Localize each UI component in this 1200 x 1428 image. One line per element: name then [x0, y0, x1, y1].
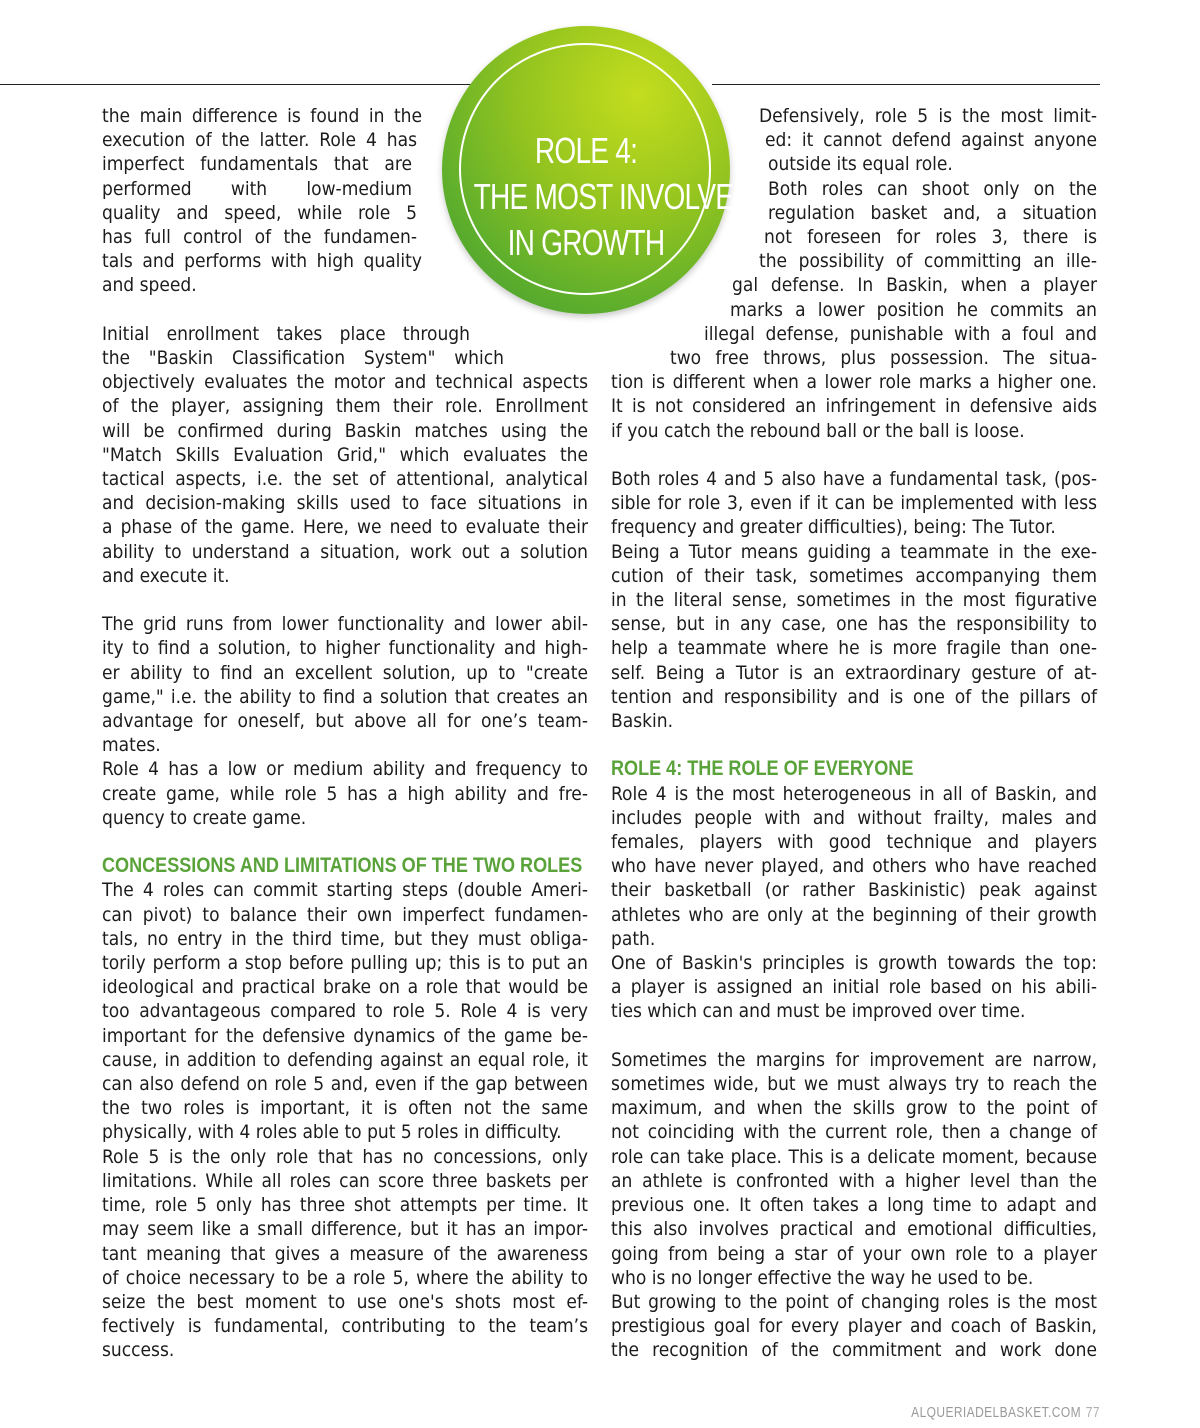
text-line: may seem like a small difference, but it has an impor-: [102, 1218, 588, 1241]
text-line: execution of the latter. Role 4 has: [102, 129, 417, 152]
text-line: role can take place. This is a delicate moment, because: [611, 1145, 1097, 1168]
paragraph-gap: [611, 733, 1097, 757]
text-line: seize the best moment to use one's shots most ef-: [102, 1290, 588, 1313]
text-line: success.: [102, 1339, 175, 1362]
text-line: previous one. It often takes a long time to adapt and: [611, 1194, 1097, 1217]
text-line: The grid runs from lower functionality and lower abil-: [102, 613, 588, 636]
text-line: It is not considered an infringement in defensive aids: [611, 395, 1097, 418]
text-line: ability to understand a situation, work out a solution: [102, 540, 588, 563]
text-line: But growing to the point of changing roles is the most: [611, 1290, 1097, 1313]
text-line: important for the defensive dynamics of the game be-: [102, 1024, 588, 1047]
top-rule-right: [712, 84, 1100, 85]
text-line: physically, with 4 roles able to put 5 roles in difficulty.: [102, 1121, 562, 1144]
text-line: performed with low-medium: [102, 177, 412, 200]
text-line: ideological and practical brake on a role that would be: [102, 976, 588, 999]
text-line: not foreseen for roles 3, there is: [764, 226, 1097, 249]
section-heading: ROLE 4: THE ROLE OF EVERYONE: [611, 757, 914, 781]
text-line: Both roles 4 and 5 also have a fundamental task, (pos-: [611, 468, 1097, 491]
text-line: the two roles is important, it is often not the same: [102, 1097, 588, 1120]
text-line: an athlete is confronted with a higher level than the: [611, 1169, 1097, 1192]
badge-line: THE MOST INVOLVED: [473, 176, 753, 217]
text-line: females, players with good technique and players: [611, 831, 1097, 854]
text-line: who is no longer effective the way he used to be.: [611, 1266, 1034, 1289]
text-line: Role 4 has a low or medium ability and frequency to: [102, 758, 588, 781]
text-line: cution of their task, sometimes accompanying them: [611, 564, 1097, 587]
text-line: of the player, assigning them their role. Enrollment: [102, 395, 588, 418]
text-line: includes people with and without frailty, males and: [611, 806, 1097, 829]
text-line: gal defense. In Baskin, when a player: [732, 274, 1097, 297]
paragraph-gap: [611, 1024, 1097, 1048]
text-line: frequency and greater difficulties), being: The Tutor.: [611, 516, 1056, 539]
text-line: tant meaning that gives a measure of the awareness: [102, 1242, 588, 1265]
text-line: tals and performs with high quality: [102, 250, 422, 273]
text-line: tactical aspects, i.e. the set of attentional, analytical: [102, 468, 588, 491]
paragraph-gap: [102, 830, 588, 854]
text-line: and decision-making skills used to face situations in: [102, 492, 588, 515]
text-line: their basketball (or rather Baskinistic) peak against: [611, 879, 1097, 902]
text-line: in the literal sense, sometimes in the most figurative: [611, 589, 1097, 612]
text-line: ed: it cannot defend against anyone: [765, 129, 1097, 152]
text-line: the possibility of committing an ille-: [759, 250, 1097, 273]
text-line: fectively is fundamental, contributing to the team’s: [102, 1315, 588, 1338]
text-line: mates.: [102, 734, 161, 757]
text-line: not coinciding with the current role, then a change of: [611, 1121, 1097, 1144]
text-line: self. Being a Tutor is an extraordinary gesture of at-: [611, 661, 1097, 684]
text-line: can also defend on role 5 and, even if the gap between: [102, 1073, 588, 1096]
text-line: a phase of the game. Here, we need to evaluate their: [102, 516, 588, 539]
text-line: Sometimes the margins for improvement are narrow,: [611, 1048, 1097, 1071]
text-line: cause, in addition to defending against an equal role, it: [102, 1048, 588, 1071]
section-heading: CONCESSIONS AND LIMITATIONS OF THE TWO ROLES: [102, 854, 583, 878]
text-line: regulation basket and, a situation: [768, 201, 1097, 224]
text-line: ity to find a solution, to higher functionality and high-: [102, 637, 588, 660]
text-line: tention and responsibility and is one of the pillars of: [611, 685, 1097, 708]
text-line: illegal defense, punishable with a foul and: [704, 322, 1097, 345]
text-line: help a teammate where he is more fragile than one-: [611, 637, 1097, 660]
text-line: sometimes wide, but we must always try to reach the: [611, 1073, 1097, 1096]
badge-line: ROLE 4:: [534, 130, 638, 171]
text-line: has full control of the fundamen-: [102, 226, 417, 249]
paragraph-gap: [611, 443, 1097, 467]
paragraph-gap: [102, 588, 588, 612]
text-line: quency to create game.: [102, 806, 307, 829]
text-line: the main difference is found in the: [102, 105, 422, 127]
text-line: outside its equal role.: [768, 153, 953, 176]
text-line: imperfect fundamentals that are: [102, 153, 412, 176]
text-line: going from being a star of your own role to a player: [611, 1242, 1097, 1265]
text-line: tion is different when a lower role marks a higher one.: [611, 371, 1097, 394]
text-line: advantage for oneself, but above all for one’s team-: [102, 710, 588, 733]
text-line: and execute it.: [102, 564, 230, 587]
text-line: Role 4 is the most heterogeneous in all of Baskin, and: [611, 782, 1097, 805]
text-line: two free throws, plus possession. The situa-: [670, 347, 1097, 370]
text-line: maximum, and when the skills grow to the point of: [611, 1097, 1097, 1120]
text-line: can pivot) to balance their own imperfect fundamen-: [102, 903, 588, 926]
text-line: marks a lower position he commits an: [730, 298, 1097, 321]
text-line: limitations. While all roles can score three baskets per: [102, 1169, 588, 1192]
text-line: this also involves practical and emotional difficulties,: [611, 1218, 1097, 1241]
text-line: Initial enrollment takes place through: [102, 322, 470, 345]
text-line: athletes who are only at the beginning of their growth: [611, 903, 1097, 926]
text-line: a player is assigned an initial role based on his abili-: [611, 976, 1097, 999]
text-line: quality and speed, while role 5: [102, 201, 417, 224]
text-line: prestigious goal for every player and coach of Baskin,: [611, 1315, 1097, 1338]
page-number: 77: [1085, 1404, 1100, 1421]
left-column: [102, 104, 588, 1363]
text-line: er ability to find an excellent solution, up to "create: [102, 661, 588, 684]
text-line: objectively evaluates the motor and technical aspects: [102, 371, 588, 394]
text-line: too advantageous compared to role 5. Role 4 is very: [102, 1000, 588, 1023]
right-column: [611, 104, 1097, 1363]
text-line: One of Baskin's principles is growth towards the top:: [611, 952, 1097, 975]
top-rule-left: [0, 84, 476, 85]
text-line: torily perform a stop before pulling up; this is to put an: [102, 952, 588, 975]
text-line: Role 5 is the only role that has no concessions, only: [102, 1145, 588, 1168]
text-line: if you catch the rebound ball or the ball is loose.: [611, 419, 1025, 442]
text-line: The 4 roles can commit starting steps (double Ameri-: [102, 879, 588, 902]
text-line: of choice necessary to be a role 5, where the ability to: [102, 1266, 588, 1289]
text-line: time, role 5 only has three shot attempts per time. It: [102, 1194, 588, 1217]
text-line: and speed.: [102, 274, 197, 297]
text-line: the "Baskin Classification System" which: [102, 347, 504, 370]
footer-site: ALQUERIADELBASKET.COM: [911, 1404, 1082, 1421]
text-line: sible for role 3, even if it can be implemented with less: [611, 492, 1097, 515]
text-line: the recognition of the commitment and work done: [611, 1339, 1097, 1362]
text-line: Being a Tutor means guiding a teammate in the exe-: [611, 540, 1097, 563]
text-line: who have never played, and others who have reached: [611, 855, 1097, 878]
text-line: will be confirmed during Baskin matches using the: [102, 419, 588, 442]
text-line: game," i.e. the ability to find a solution that creates an: [102, 685, 588, 708]
text-line: "Match Skills Evaluation Grid," which evaluates the: [102, 443, 588, 466]
text-line: Baskin.: [611, 710, 674, 733]
text-line: Both roles can shoot only on the: [768, 177, 1097, 200]
text-line: path.: [611, 927, 656, 950]
paragraph-gap: [102, 298, 588, 322]
text-line: create game, while role 5 has a high ability and fre-: [102, 782, 588, 805]
text-line: Defensively, role 5 is the most limit-: [759, 105, 1097, 127]
badge-line: IN GROWTH: [507, 222, 665, 263]
text-line: sense, but in any case, one has the responsibility to: [611, 613, 1097, 636]
text-line: tals, no entry in the third time, but they must obliga-: [102, 927, 588, 950]
text-line: ties which can and must be improved over time.: [611, 1000, 1026, 1023]
page-footer: [911, 1404, 1100, 1421]
